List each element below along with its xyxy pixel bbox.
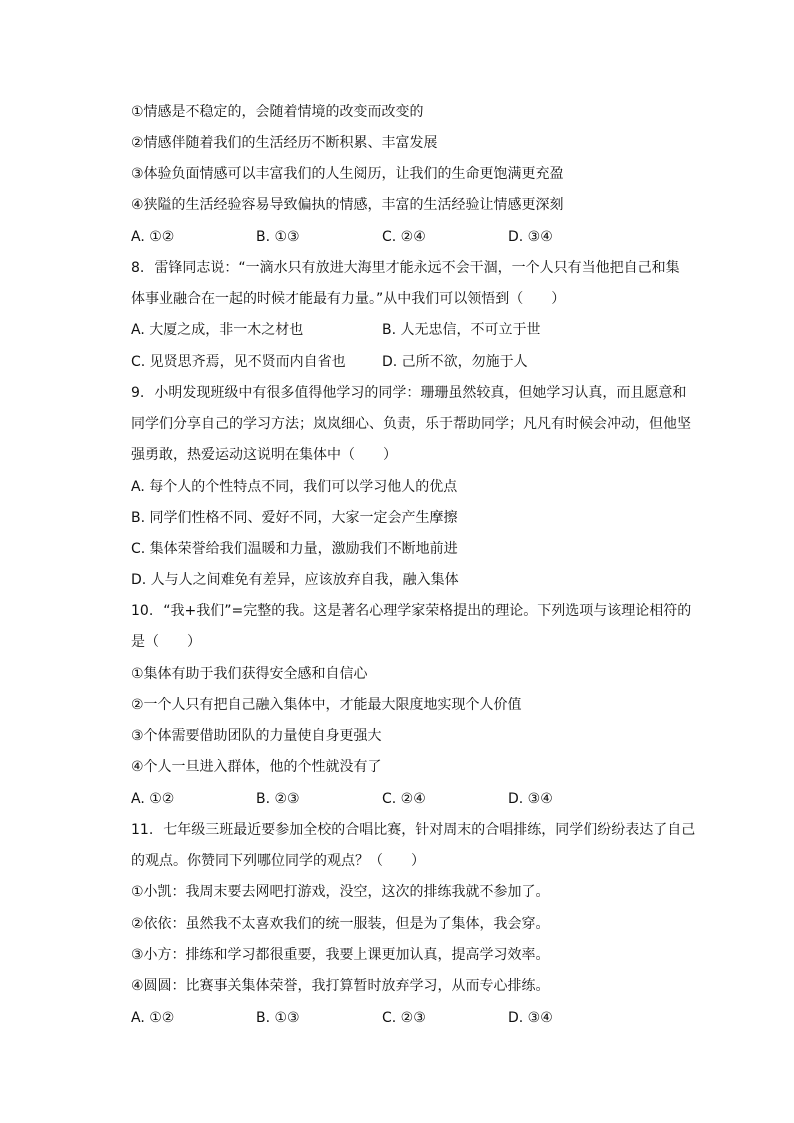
q11-stem-line-1 bbox=[131, 820, 701, 840]
q10-option-a: A. ①② bbox=[131, 791, 175, 807]
q8-option-a: A. 大厦之成，非一木之材也 bbox=[131, 322, 304, 338]
q8-option-d: D. 己所不欲，勿施于人 bbox=[382, 354, 528, 370]
q11-statement-3: ③小方：排练和学习都很重要，我要上课更加认真，提高学习效率。 bbox=[131, 947, 550, 963]
q11-option-a: A. ①② bbox=[131, 1010, 175, 1026]
q9-option-a: A. 每个人的个性特点不同，我们可以学习他人的优点 bbox=[131, 479, 458, 495]
q9-stem-line-1 bbox=[131, 383, 701, 403]
q11-stem-text-1: 七年级三班最近要参加全校的合唱比赛，针对周末的合唱排练，同学们纷纷表达了自己 bbox=[163, 822, 696, 838]
q11-number: 11. bbox=[131, 822, 154, 838]
q9-stem-line-3: 强勇敢，热爱运动这说明在集体中（ ） bbox=[131, 447, 397, 463]
q11-statement-1: ①小凯：我周末要去网吧打游戏，没空，这次的排练我就不参加了。 bbox=[131, 884, 550, 900]
q7-statement-2: ②情感伴随着我们的生活经历不断积累、丰富发展 bbox=[131, 135, 438, 151]
q7-option-c: C. ②④ bbox=[382, 229, 426, 245]
q10-stem-line-2: 是（ ） bbox=[131, 634, 201, 650]
q8-option-c: C. 见贤思齐焉，见不贤而内自省也 bbox=[131, 354, 346, 370]
q8-stem-line-1 bbox=[131, 258, 701, 278]
q7-option-a: A. ①② bbox=[131, 229, 175, 245]
q11-option-c: C. ②③ bbox=[382, 1010, 426, 1026]
q8-number: 8. bbox=[131, 260, 145, 276]
q9-number: 9. bbox=[131, 385, 145, 401]
q11-option-b: B. ①③ bbox=[256, 1010, 300, 1026]
q7-option-d: D. ③④ bbox=[508, 229, 553, 245]
q9-stem-line-2: 同学们分享自己的学习方法；岚岚细心、负责，乐于帮助同学；凡凡有时候会冲动，但他坚 bbox=[131, 416, 691, 432]
q10-stem-line-1 bbox=[131, 601, 701, 621]
q11-statement-2: ②依依：虽然我不太喜欢我们的统一服装，但是为了集体，我会穿。 bbox=[131, 916, 550, 932]
q8-option-b: B. 人无忠信，不可立于世 bbox=[382, 322, 541, 338]
q11-statement-4: ④圆圆：比赛事关集体荣誉，我打算暂时放弃学习，从而专心排练。 bbox=[131, 978, 550, 994]
q8-stem-line-2: 体事业融合在一起的时候才能最有力量。”从中我们可以领悟到（ ） bbox=[131, 291, 566, 307]
q11-stem-line-2: 的观点。你赞同下列哪位同学的观点？（ ） bbox=[131, 853, 425, 869]
q7-option-b: B. ①③ bbox=[256, 229, 300, 245]
q7-statement-4: ④狭隘的生活经验容易导致偏执的情感，丰富的生活经验让情感更深刻 bbox=[131, 197, 564, 213]
q9-option-d: D. 人与人之间难免有差异，应该放弃自我，融入集体 bbox=[131, 572, 459, 588]
q10-statement-1: ①集体有助于我们获得安全感和自信心 bbox=[131, 666, 368, 682]
q10-statement-4: ④个人一旦进入群体，他的个性就没有了 bbox=[131, 759, 382, 775]
q10-option-d: D. ③④ bbox=[508, 791, 553, 807]
q10-statement-3: ③个体需要借助团队的力量使自身更强大 bbox=[131, 728, 382, 744]
q10-option-b: B. ②③ bbox=[256, 791, 300, 807]
q10-number: 10. bbox=[131, 603, 154, 619]
q9-stem-text-1: 小明发现班级中有很多值得他学习的同学：珊珊虽然较真，但她学习认真，而且愿意和 bbox=[154, 385, 687, 401]
q11-option-d: D. ③④ bbox=[508, 1010, 553, 1026]
q9-option-c: C. 集体荣誉给我们温暖和力量，激励我们不断地前进 bbox=[131, 541, 458, 557]
q9-option-b: B. 同学们性格不同、爱好不同，大家一定会产生摩擦 bbox=[131, 510, 458, 526]
q8-stem-text-1: 雷锋同志说：“一滴水只有放进大海里才能永远不会干涸，一个人只有当他把自己和集 bbox=[154, 260, 680, 276]
q10-statement-2: ②一个人只有把自己融入集体中，才能最大限度地实现个人价值 bbox=[131, 697, 522, 713]
q7-statement-3: ③体验负面情感可以丰富我们的人生阅历，让我们的生命更饱满更充盈 bbox=[131, 166, 564, 182]
q7-statement-1: ①情感是不稳定的，会随着情境的改变而改变的 bbox=[131, 104, 424, 120]
q10-stem-text-1: “我+我们”=完整的我。这是著名心理学家荣格提出的理论。下列选项与该理论相符的 bbox=[163, 603, 692, 619]
q10-option-c: C. ②④ bbox=[382, 791, 426, 807]
